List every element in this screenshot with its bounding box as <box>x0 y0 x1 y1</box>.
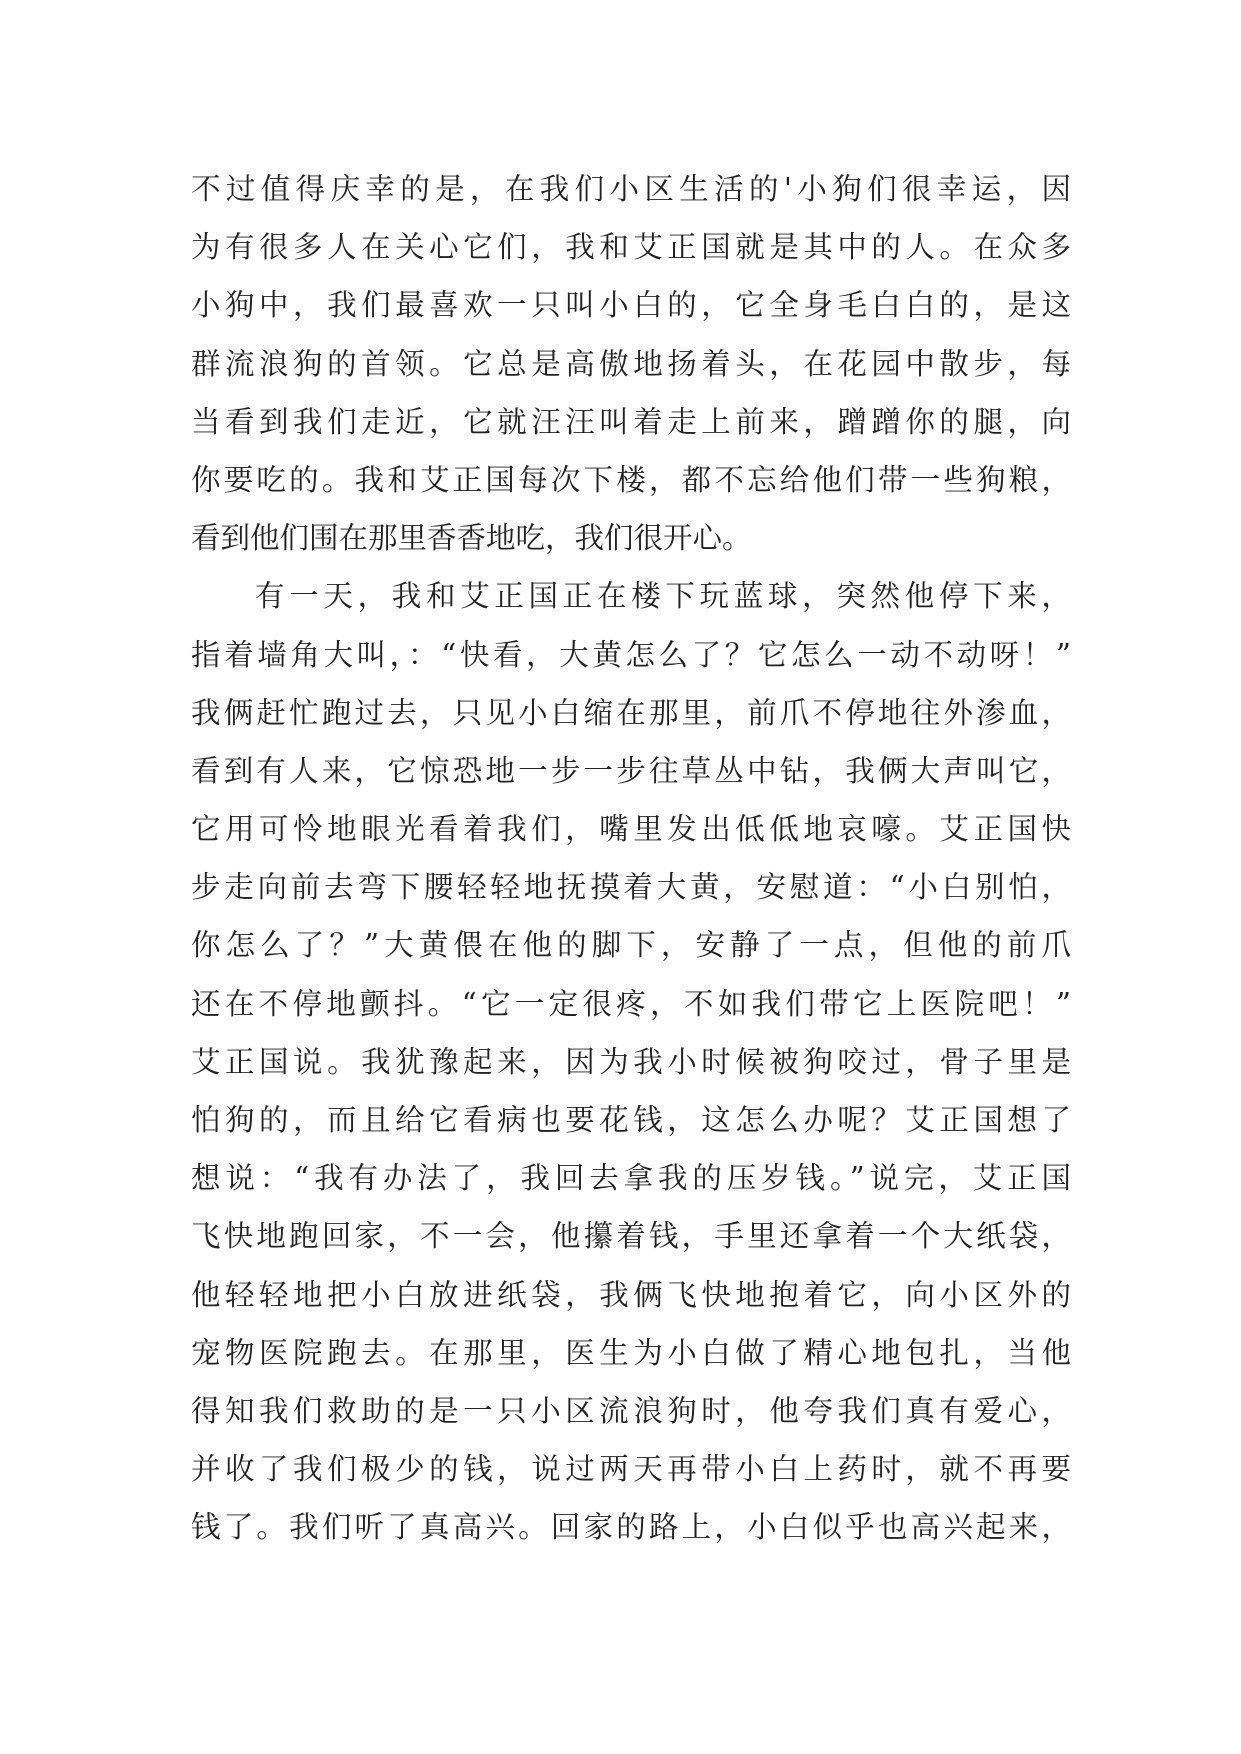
text-line: 钱了。我们听了真高兴。回家的路上，小白似乎也高兴起来， <box>191 1510 1071 1545</box>
text-line: 艾正国说。我犹豫起来，因为我小时候被狗咬过，骨子里是 <box>191 1044 1071 1079</box>
text-line: 得知我们救助的是一只小区流浪狗时，他夸我们真有爱心， <box>191 1393 1071 1428</box>
text-line: 我俩赶忙跑过去，只见小白缩在那里，前爪不停地往外渗血， <box>191 695 1071 730</box>
text-line: 步走向前去弯下腰轻轻地抚摸着大黄，安慰道：“小白别怕， <box>191 870 1071 905</box>
text-line: 群流浪狗的首领。它总是高傲地扬着头，在花园中散步，每 <box>191 346 1071 381</box>
text-line: 看到有人来，它惊恐地一步一步往草丛中钻，我俩大声叫它， <box>191 753 1071 788</box>
text-line: 怕狗的，而且给它看病也要花钱，这怎么办呢？艾正国想了 <box>191 1103 1071 1137</box>
text-line: 并收了我们极少的钱，说过两天再带小白上药时，就不再要 <box>191 1452 1071 1487</box>
text-line: 他轻轻地把小白放进纸袋，我俩飞快地抱着它，向小区外的 <box>191 1277 1071 1312</box>
text-line-indented: 有一天，我和艾正国正在楼下玩蓝球，突然他停下来， <box>255 579 1071 614</box>
text-line: 它用可怜地眼光看着我们，嘴里发出低低地哀嚎。艾正国快 <box>191 812 1071 847</box>
text-line: 飞快地跑回家，不一会，他攥着钱，手里还拿着一个大纸袋， <box>191 1219 1071 1254</box>
text-line: 你怎么了？”大黄偎在他的脚下，安静了一点，但他的前爪 <box>191 928 1071 963</box>
text-line: 想说：“我有办法了，我回去拿我的压岁钱。”说完，艾正国 <box>191 1161 1071 1196</box>
text-line: 宠物医院跑去。在那里，医生为小白做了精心地包扎，当他 <box>191 1335 1071 1370</box>
text-line: 为有很多人在关心它们，我和艾正国就是其中的人。在众多 <box>191 230 1071 265</box>
text-line: 当看到我们走近，它就汪汪叫着走上前来，蹭蹭你的腿，向 <box>191 404 1071 439</box>
text-line: 小狗中，我们最喜欢一只叫小白的，它全身毛白白的，是这 <box>191 288 1071 323</box>
text-line: 指着墙角大叫，：“快看，大黄怎么了？它怎么一动不动呀！” <box>191 637 1071 672</box>
text-line: 看到他们围在那里香香地吃，我们很开心。 <box>191 521 752 556</box>
text-line: 你要吃的。我和艾正国每次下楼，都不忘给他们带一些狗粮， <box>191 462 1071 497</box>
text-line: 还在不停地颤抖。“它一定很疼，不如我们带它上医院吧！” <box>191 986 1071 1021</box>
text-line: 不过值得庆幸的是，在我们小区生活的'小狗们很幸运，因 <box>191 172 1071 206</box>
body-text <box>191 160 1071 1557</box>
